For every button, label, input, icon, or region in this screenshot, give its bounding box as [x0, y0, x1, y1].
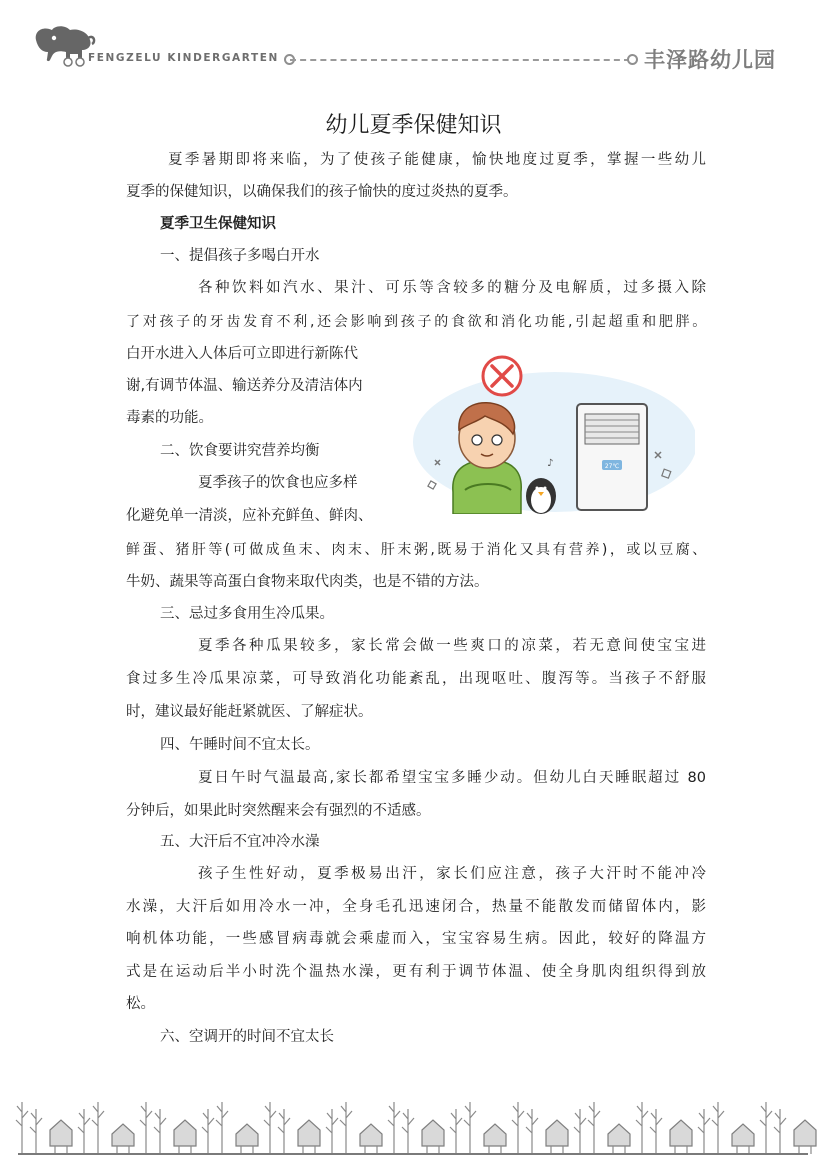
house-icon — [298, 1120, 320, 1146]
tree-icon — [16, 1102, 28, 1154]
house-icon — [794, 1120, 816, 1146]
item-1-line-1: 各种饮料如汽水、果汁、可乐等含较多的糖分及电解质，过多摄入除 — [198, 280, 706, 296]
item-1-line-2: 了对孩子的牙齿发育不利,还会影响到孩子的食欲和消化功能,引起超重和肥胖。 — [126, 314, 706, 330]
item-5-line-1: 孩子生性好动，夏季极易出汗，家长们应注意，孩子大汗时不能冲冷 — [198, 866, 706, 882]
tree-icon — [78, 1109, 90, 1154]
brand-chinese: 丰泽路幼儿园 — [644, 48, 776, 72]
item-5-line-4: 式是在运动后半小时洗个温热水澡，更有利于调节体温、使全身肌肉组织得到放 — [126, 964, 706, 980]
tree-icon — [154, 1109, 166, 1154]
tree-icon — [526, 1109, 538, 1154]
house-icon — [236, 1124, 258, 1146]
intro-line-1: 夏季暑期即将来临，为了使孩子能健康，愉快地度过夏季，掌握一些幼儿 — [168, 152, 706, 168]
trees-houses-border — [0, 1090, 827, 1170]
intro-line-2: 夏季的保健知识，以确保我们的孩子愉快的度过炎热的夏季。 — [126, 184, 518, 200]
ac-display: 27℃ — [604, 463, 620, 470]
item-5-line-5: 松。 — [126, 996, 155, 1012]
item-1-line-4: 谢,有调节体温、输送养分及清洁体内 — [126, 378, 363, 394]
house-icon — [484, 1124, 506, 1146]
house-icon — [174, 1120, 196, 1146]
item-4-line-1: 夏日午时气温最高,家长都希望宝宝多睡少动。但幼儿白天睡眠超过 80 — [198, 770, 706, 786]
tree-icon — [340, 1102, 352, 1154]
brand-english: FENGZELU KINDERGARTEN — [88, 52, 279, 64]
tree-icon — [760, 1102, 772, 1154]
house-icon — [50, 1120, 72, 1146]
tree-icon — [388, 1102, 400, 1154]
house-icon — [670, 1120, 692, 1146]
item-1-heading: 一、提倡孩子多喝白开水 — [160, 248, 320, 264]
prohibited-icon — [483, 357, 521, 395]
document-title: 幼儿夏季保健知识 — [325, 113, 502, 138]
house-icon — [732, 1124, 754, 1146]
tree-icon — [202, 1109, 214, 1154]
house-icon — [546, 1120, 568, 1146]
svg-text:♪: ♪ — [547, 458, 554, 469]
item-2-line-4: 牛奶、蔬果等高蛋白食物来取代肉类，也是不错的方法。 — [126, 574, 489, 590]
item-1-line-5: 毒素的功能。 — [126, 410, 213, 426]
tree-icon — [650, 1109, 662, 1154]
item-5-heading: 五、大汗后不宜冲冷水澡 — [160, 834, 320, 850]
house-icon — [360, 1124, 382, 1146]
item-3-line-1: 夏季各种瓜果较多，家长常会做一些爽口的凉菜，若无意间使宝宝进 — [198, 638, 706, 654]
tree-icon — [278, 1109, 290, 1154]
item-3-line-2: 食过多生冷瓜果凉菜，可导致消化功能紊乱，出现呕吐、腹泻等。当孩子不舒服 — [126, 671, 706, 687]
header-dashed-line — [290, 59, 630, 61]
house-icon — [608, 1124, 630, 1146]
item-6-heading: 六、空调开的时间不宜太长 — [160, 1029, 334, 1045]
tree-icon — [636, 1102, 648, 1154]
item-5-line-3: 响机体功能，一些感冒病毒就会乘虚而入，宝宝容易生病。因此，较好的降温方 — [126, 931, 706, 947]
tree-icon — [326, 1109, 338, 1154]
tree-icon — [264, 1102, 276, 1154]
item-1-line-3: 白开水进入人体后可立即进行新陈代 — [126, 346, 358, 362]
tree-icon — [698, 1109, 710, 1154]
tree-icon — [216, 1102, 228, 1154]
section-heading: 夏季卫生保健知识 — [160, 216, 276, 232]
tree-icon — [712, 1102, 724, 1154]
tree-icon — [140, 1102, 152, 1154]
header-line-dot-right — [627, 54, 638, 65]
page-header — [0, 0, 827, 80]
tree-icon — [464, 1102, 476, 1154]
item-2-line-1: 夏季孩子的饮食也应多样 — [198, 475, 358, 491]
tree-icon — [588, 1102, 600, 1154]
tree-icon — [30, 1109, 42, 1154]
item-4-heading: 四、午睡时间不宜太长。 — [160, 737, 320, 753]
item-2-heading: 二、饮食要讲究营养均衡 — [160, 443, 320, 459]
air-conditioner-icon — [577, 404, 647, 510]
boy-air-conditioner-illustration — [405, 342, 695, 514]
item-2-line-2: 化避免单一清淡，应补充鲜鱼、鲜肉、 — [126, 508, 373, 524]
tree-icon — [402, 1109, 414, 1154]
item-3-line-3: 时，建议最好能赶紧就医、了解症状。 — [126, 704, 373, 720]
item-4-line-2: 分钟后，如果此时突然醒来会有强烈的不适感。 — [126, 803, 431, 819]
penguin-icon — [526, 478, 556, 514]
tree-icon — [774, 1109, 786, 1154]
item-3-heading: 三、忌过多食用生冷瓜果。 — [160, 606, 334, 622]
tree-icon — [450, 1109, 462, 1154]
tree-icon — [92, 1102, 104, 1154]
tree-icon — [574, 1109, 586, 1154]
tree-icon — [512, 1102, 524, 1154]
house-icon — [112, 1124, 134, 1146]
house-icon — [422, 1120, 444, 1146]
item-2-line-3: 鲜蛋、猪肝等(可做成鱼末、肉末、肝末粥,既易于消化又具有营养)，或以豆腐、 — [126, 542, 706, 558]
item-5-line-2: 水澡，大汗后如用冷水一冲，全身毛孔迅速闭合，热量不能散发而储留体内，影 — [126, 899, 706, 915]
